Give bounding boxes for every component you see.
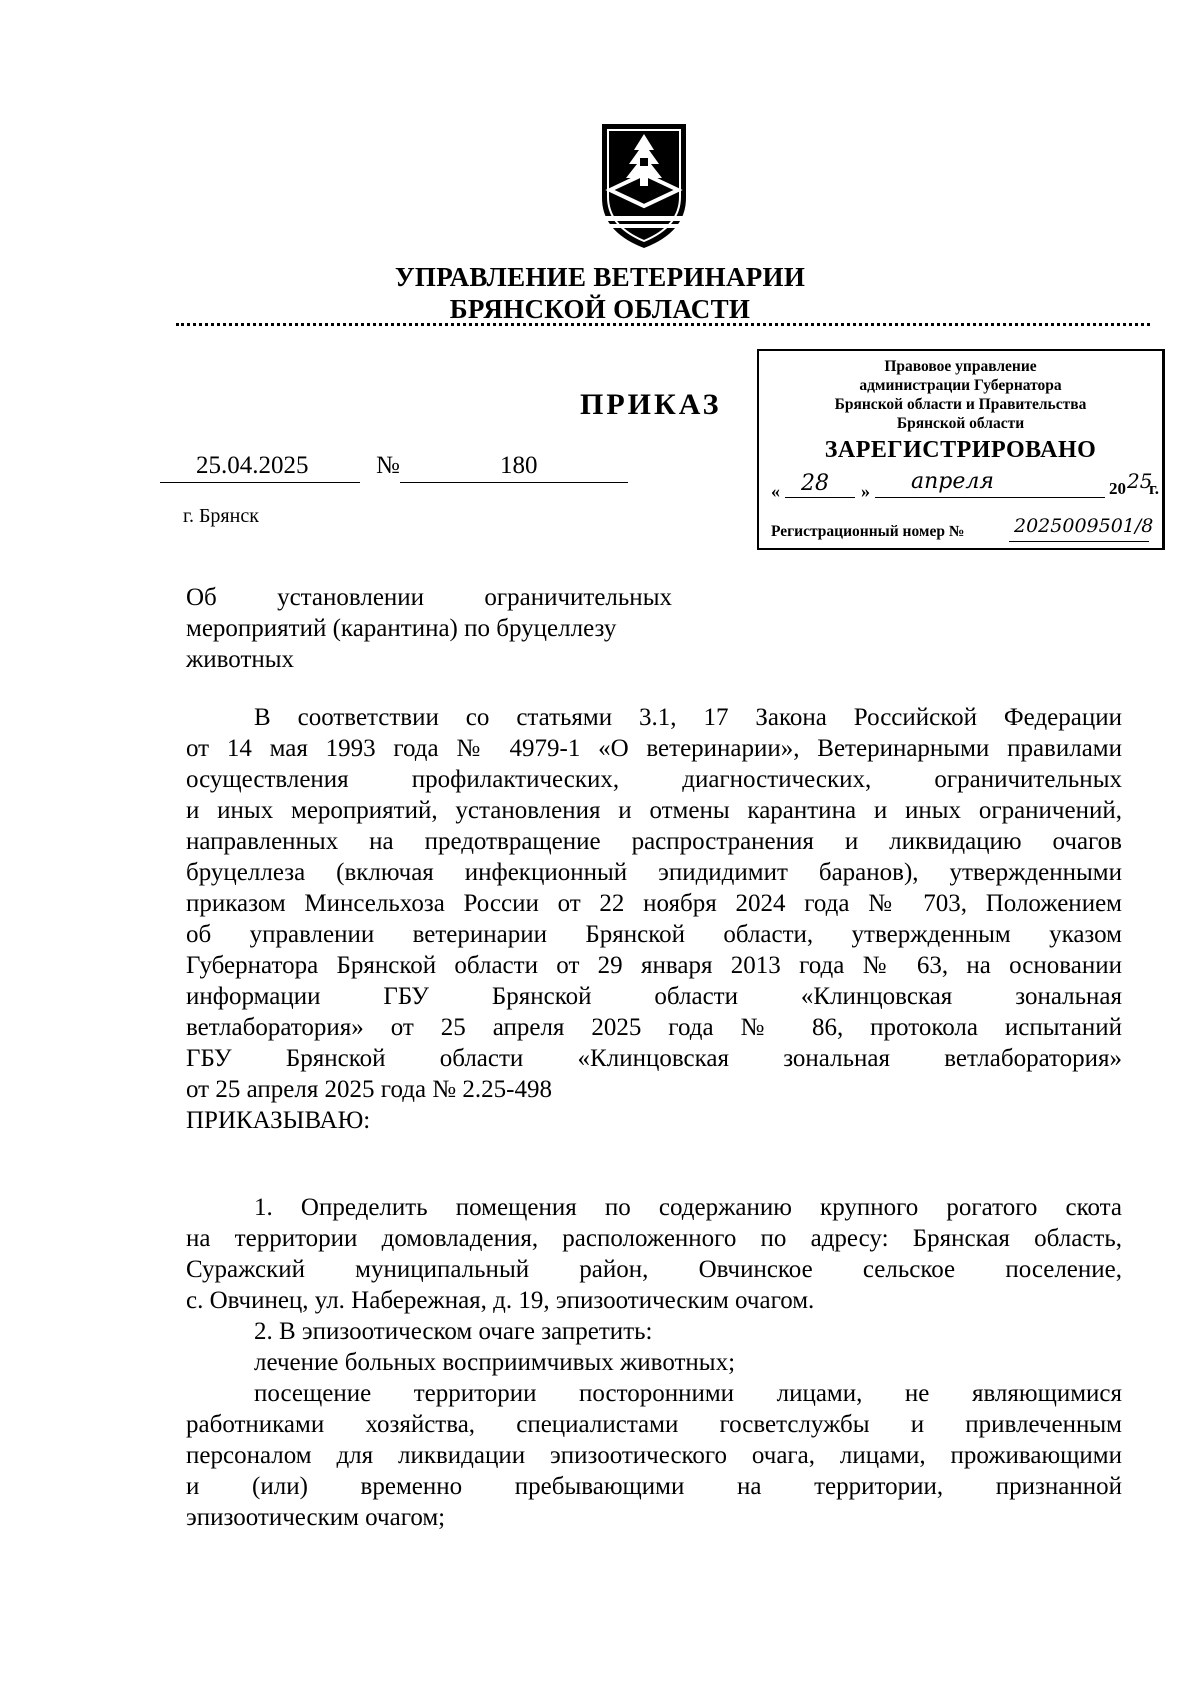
stamp-line: Брянской области (896, 415, 1025, 432)
stamp-number-label: Регистрационный номер № (771, 523, 965, 540)
preamble-line: ГБУ Брянской области «Клинцовская зональная ветлаборатория» (186, 1045, 1122, 1072)
preamble-line: В соответствии со статьями 3.1, 17 Закона Российской Федерации (254, 704, 1122, 731)
header-divider (176, 323, 1150, 326)
item-line: 1. Определить помещения по содержанию крупного рогатого скота (254, 1194, 1122, 1221)
preamble-paragraph (186, 702, 1122, 1136)
document-subject (186, 582, 672, 675)
document-number: 180 (500, 452, 538, 479)
subject-line: мероприятий (карантина) по бруцеллезу (186, 615, 617, 642)
stamp-line: Правовое управление (884, 358, 1037, 375)
item-2-clause-b-line: работниками хозяйства, специалистами госветслужбы и привлеченным (186, 1411, 1122, 1438)
preamble-line: информации ГБУ Брянской области «Клинцовская зональная (186, 983, 1122, 1010)
item-line: на территории домовладения, расположенного по адресу: Брянская область, (186, 1225, 1122, 1252)
stamp-year-label: г. (1149, 479, 1160, 498)
preamble-line: Губернатора Брянской области от 29 января 2013 года № 63, на основании (186, 952, 1122, 979)
item-2-clause-b-line: эпизоотическим очагом; (186, 1504, 446, 1531)
preamble-line: от 25 апреля 2025 года № 2.25-498 (186, 1076, 552, 1103)
preamble-line: осуществления профилактических, диагностических, ограничительных (186, 766, 1122, 793)
subject-line: животных (186, 646, 295, 673)
item-2-title: 2. В эпизоотическом очаге запретить: (254, 1318, 653, 1345)
preamble-line: об управлении ветеринарии Брянской области, утвержденным указом (186, 921, 1122, 948)
registration-stamp (757, 349, 1165, 550)
item-line: с. Овчинец, ул. Набережная, д. 19, эпизоотическим очагом. (186, 1287, 815, 1314)
stamp-month: апреля (911, 469, 994, 494)
stamp-number-value: 2025009501/8 (1014, 515, 1154, 537)
document-date: 25.04.2025 (196, 452, 309, 479)
order-word: ПРИКАЗЫВАЮ: (186, 1107, 371, 1134)
stamp-year-suffix: 25 (1127, 469, 1153, 493)
item-line: Суражский муниципальный район, Овчинское сельское поселение, (186, 1256, 1122, 1283)
preamble-line: направленных на предотвращение распространения и ликвидацию очагов (186, 828, 1122, 855)
preamble-line: и иных мероприятий, установления и отмены карантина и иных ограничений, (186, 797, 1122, 824)
stamp-day: 28 (801, 471, 829, 496)
preamble-line: бруцеллеза (включая инфекционный эпидидимит баранов), утвержденными (186, 859, 1122, 886)
date-underline (160, 482, 360, 483)
stamp-registered-label: ЗАРЕГИСТРИРОВАНО (824, 437, 1097, 463)
document-type-title: ПРИКАЗ (580, 388, 722, 421)
preamble-line: от 14 мая 1993 года № 4979-1 «О ветеринарии», Ветеринарными правилами (186, 735, 1122, 762)
preamble-line: приказом Минсельхоза России от 22 ноября 2024 года № 703, Положением (186, 890, 1122, 917)
item-2-clause-b-line: и (или) временно пребывающими на территории, признанной (186, 1473, 1122, 1500)
order-item-1 (186, 1192, 1122, 1533)
stamp-quote-close: » (861, 481, 870, 501)
subject-line: Об установлении ограничительных (186, 584, 672, 611)
item-2-clause-b-line: персоналом для ликвидации эпизоотического очага, лицами, проживающими (186, 1442, 1122, 1469)
document-number-sign: № (376, 452, 400, 479)
stamp-line: администрации Губернатора (859, 377, 1062, 394)
stamp-quote-open: « (771, 481, 780, 501)
item-2-clause-a: лечение больных восприимчивых животных; (254, 1349, 736, 1376)
stamp-date (771, 469, 1160, 505)
stamp-year-prefix: 20 (1109, 479, 1126, 498)
item-2-clause-b-line: посещение территории посторонними лицами, не являющимися (254, 1380, 1122, 1407)
organization-name-line1: УПРАВЛЕНИЕ ВЕТЕРИНАРИИ (394, 262, 806, 292)
number-underline (400, 482, 628, 483)
preamble-line: ветлаборатория» от 25 апреля 2025 года № 86, протокола испытаний (186, 1014, 1122, 1041)
stamp-line: Брянской области и Правительства (834, 396, 1087, 413)
organization-name-line2: БРЯНСКОЙ ОБЛАСТИ (449, 294, 751, 324)
coat-of-arms-emblem (596, 120, 692, 252)
document-city: г. Брянск (183, 505, 259, 527)
